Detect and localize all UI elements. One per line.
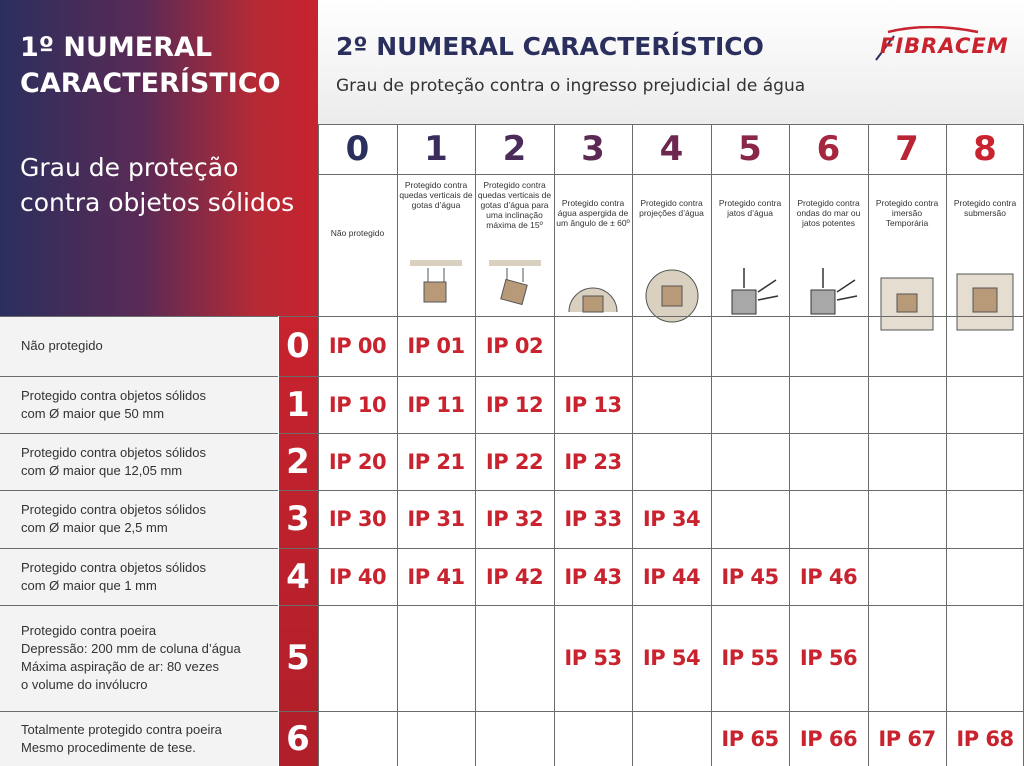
- grid-horizontal-line: [318, 174, 1024, 175]
- grid-horizontal-line: [0, 433, 1024, 434]
- ip-code-cell: IP 20: [328, 449, 387, 474]
- grid-horizontal-line: [0, 490, 1024, 491]
- solid-protection-label: [0, 490, 278, 548]
- spray-test-icon: [561, 260, 625, 332]
- ip-code-cell: IP 31: [407, 507, 465, 531]
- water-numeral-2: 2: [502, 129, 527, 169]
- water-protection-desc: [789, 176, 868, 316]
- label-line: Mesmo procedimente de tese.: [21, 739, 196, 755]
- solid-numeral-3: 3: [286, 499, 310, 539]
- label-line: com Ø maior que 12,05 mm: [21, 462, 183, 478]
- ip-code-cell: IP 40: [328, 564, 387, 589]
- ip-code-cell: IP 66: [799, 726, 858, 751]
- grid-horizontal-line: [318, 124, 1024, 125]
- ip-code-cell: IP 53: [564, 646, 622, 670]
- label-line: Protegido contra poeira: [21, 623, 157, 638]
- ip-code-cell: IP 01: [407, 334, 465, 358]
- ip-code-cell: IP 44: [642, 564, 701, 589]
- ip-code-cell: IP 33: [564, 507, 622, 531]
- water-protection-desc: [554, 176, 632, 316]
- solid-protection-label: [0, 548, 278, 605]
- second-numeral-title: 2º NUMERAL CARACTERÍSTICO: [336, 32, 764, 61]
- ip-code-cell: IP 12: [485, 392, 544, 417]
- grid-vertical-line: [475, 124, 476, 766]
- label-line: Depressão: 200 mm de coluna d’água: [21, 641, 241, 656]
- ip-code-cell: IP 34: [642, 507, 701, 531]
- grid-horizontal-line: [0, 711, 1024, 712]
- ip-code-cell: IP 45: [721, 564, 779, 589]
- first-numeral-title-line1: 1º NUMERAL: [20, 32, 213, 63]
- ip-code-cell: IP 54: [642, 646, 701, 670]
- water-protection-desc-text: Protegido contra ondas do mar ou jatos potentes: [796, 198, 861, 228]
- solid-numeral-0: 0: [286, 326, 310, 366]
- solid-numeral-2: 2: [286, 441, 310, 482]
- label-line: Protegido contra objetos sólidos: [21, 387, 207, 403]
- water-numeral-8: 8: [973, 129, 997, 169]
- water-protection-desc: [632, 176, 711, 316]
- ip-code-cell: IP 00: [328, 334, 387, 358]
- ip-code-cell: IP 46: [799, 564, 858, 589]
- grid-vertical-line: [946, 124, 947, 766]
- label-line: com Ø maior que 1 mm: [21, 577, 157, 593]
- solid-numeral-5: 5: [286, 638, 310, 678]
- fibracem-logo: [858, 26, 1018, 66]
- water-protection-desc-text: Protegido contra submersão: [953, 198, 1017, 218]
- first-numeral-title: [20, 30, 315, 102]
- water-numeral-6: 6: [816, 129, 841, 169]
- solid-protection-label: [0, 711, 278, 766]
- label-line: com Ø maior que 2,5 mm: [21, 520, 168, 535]
- label-line: o volume do invólucro: [21, 677, 148, 692]
- second-numeral-subtitle: Grau de proteção contra o ingresso prejudicial de água: [336, 76, 806, 96]
- ip-code-cell: IP 22: [485, 449, 544, 474]
- ip-code-cell: IP 21: [407, 449, 465, 474]
- label-line: Totalmente protegido contra poeira: [21, 721, 222, 737]
- first-numeral-header: [0, 0, 318, 316]
- solid-protection-label-text: [21, 559, 206, 595]
- jet-test-icon: [718, 260, 782, 332]
- label-line: com Ø maior que 50 mm: [21, 405, 165, 421]
- grid-horizontal-line: [0, 605, 1024, 606]
- powerful-jet-test-icon: [797, 260, 861, 332]
- water-protection-desc-text: Protegido contra imersão Temporária: [875, 198, 939, 228]
- solid-protection-label: [0, 433, 278, 490]
- grid-horizontal-line: [0, 316, 1024, 317]
- grid-vertical-line: [789, 124, 790, 766]
- water-protection-desc: [711, 176, 789, 316]
- grid-vertical-line: [397, 124, 398, 766]
- water-protection-desc: [397, 176, 475, 316]
- ip-code-cell: IP 68: [956, 726, 1014, 751]
- solid-numeral-1: 1: [286, 384, 310, 425]
- submersion-test-icon: [953, 272, 1017, 344]
- grid-vertical-line: [278, 316, 279, 766]
- water-protection-desc-text: Protegido contra água aspergida de um ângulo de ± 60º: [556, 198, 630, 228]
- ip-code-cell: IP 43: [564, 564, 622, 589]
- second-numeral-header: [318, 0, 1024, 124]
- water-numeral-7: 7: [895, 129, 919, 169]
- solid-protection-label-text: [21, 501, 206, 537]
- solid-protection-label-text: [21, 444, 206, 480]
- ip-code-cell: IP 32: [485, 507, 544, 531]
- grid-vertical-line: [554, 124, 555, 766]
- grid-horizontal-line: [0, 376, 1024, 377]
- solid-protection-label-text: [21, 387, 206, 423]
- water-protection-desc-text: Protegido contra projeções d’água: [639, 198, 704, 218]
- label-line: Máxima aspiração de ar: 80 vezes: [21, 659, 219, 674]
- first-numeral-title-line2: CARACTERÍSTICO: [20, 68, 281, 99]
- water-numeral-3: 3: [581, 129, 605, 169]
- solid-protection-label-text: [21, 622, 241, 694]
- ip-code-cell: IP 56: [799, 646, 858, 670]
- label-line: Protegido contra objetos sólidos: [21, 444, 207, 460]
- solid-protection-label: [0, 376, 278, 433]
- water-protection-desc: [946, 176, 1024, 316]
- ip-code-cell: IP 23: [564, 449, 622, 474]
- ip-code-cell: IP 41: [407, 564, 465, 589]
- splash-test-icon: [640, 260, 704, 332]
- ip-code-cell: IP 30: [328, 507, 387, 531]
- water-numeral-4: 4: [659, 129, 684, 169]
- label-line: Protegido contra objetos sólidos: [21, 502, 207, 517]
- water-protection-desc-text: Protegido contra quedas verticais de gotas d’água: [399, 180, 473, 210]
- logo-text: FIBRACEM: [880, 34, 1009, 58]
- grid-vertical-line: [711, 124, 712, 766]
- first-numeral-subtitle: Grau de proteção contra objetos sólidos: [20, 153, 295, 217]
- ip-code-cell: IP 42: [485, 564, 544, 589]
- water-numeral-1: 1: [424, 129, 448, 169]
- solid-protection-label: [0, 316, 278, 376]
- solid-protection-label: [0, 605, 278, 711]
- grid-horizontal-line: [0, 548, 1024, 549]
- solid-numeral-4: 4: [286, 556, 310, 597]
- ip-code-cell: IP 02: [485, 334, 544, 358]
- water-numeral-0: 0: [345, 129, 370, 169]
- solid-numeral-6: 6: [286, 718, 310, 759]
- grid-vertical-line: [318, 124, 319, 766]
- immersion-test-icon: [875, 272, 939, 344]
- water-protection-desc: [475, 176, 554, 316]
- water-protection-desc: [318, 176, 397, 316]
- water-numeral-5: 5: [738, 129, 762, 169]
- grid-vertical-line: [868, 124, 869, 766]
- label-line: Protegido contra objetos sólidos: [21, 559, 207, 575]
- label-line: Não protegido: [21, 338, 103, 353]
- ip-code-cell: IP 11: [407, 392, 465, 417]
- water-protection-desc: [868, 176, 946, 316]
- solid-protection-label-text: [21, 721, 222, 757]
- ip-code-cell: IP 65: [721, 726, 779, 751]
- water-protection-desc-text: Protegido contra jatos d’água: [718, 198, 782, 218]
- ip-code-cell: IP 67: [878, 726, 936, 751]
- ip-code-cell: IP 13: [564, 392, 622, 417]
- ip-code-cell: IP 10: [328, 392, 387, 417]
- water-protection-desc-text: Não protegido: [330, 228, 385, 238]
- solid-protection-label-text: [21, 337, 103, 355]
- ip-code-cell: IP 55: [721, 646, 779, 670]
- water-protection-desc-text: Protegido contra quedas verticais de gotas d’água para uma inclinação máxima de 15º: [477, 180, 552, 230]
- grid-vertical-line: [632, 124, 633, 766]
